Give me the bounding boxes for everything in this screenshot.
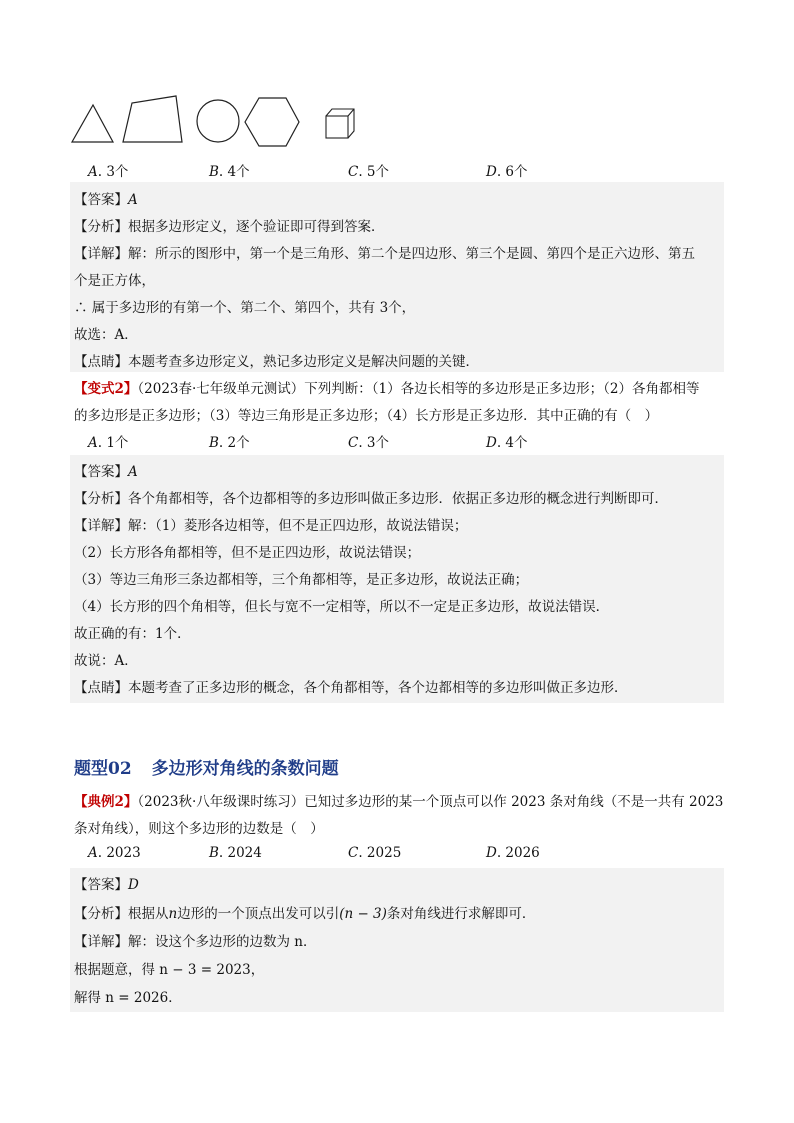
q1-detail-2: 个是正方体， bbox=[74, 273, 155, 289]
q1-answer: 【答案】A bbox=[74, 192, 138, 208]
q2-options bbox=[88, 431, 648, 453]
q2-option-a[interactable]: A. 1个 bbox=[88, 435, 129, 451]
q2-comment: 【点睛】本题考查了正多边形的概念，各个角都相等，各个边都相等的多边形叫做正多边形． bbox=[74, 680, 628, 696]
q2-analysis: 【分析】各个角都相等，各个边都相等的多边形叫做正多边形．依据正多边形的概念进行判断即可． bbox=[74, 491, 668, 507]
q2-stem-2: 的多边形是正多边形；（3）等边三角形是正多边形；（4）长方形是正多边形．其中正确的有（ ） bbox=[74, 408, 659, 424]
section-number: 题型02 bbox=[74, 759, 132, 779]
q2-detail-4: （4）长方形的四个角相等，但长与宽不一定相等，所以不一定是正多边形，故说法错误． bbox=[74, 599, 610, 615]
q3-option-c[interactable]: C. 2025 bbox=[348, 845, 402, 861]
q1-option-b[interactable]: B. 4个 bbox=[209, 164, 250, 180]
q1-detail-4: 故选：A． bbox=[74, 327, 138, 343]
quadrilateral-shape bbox=[123, 96, 182, 142]
q3-option-a[interactable]: A. 2023 bbox=[88, 845, 141, 861]
q1-options bbox=[88, 160, 648, 182]
q1-option-a[interactable]: A. 3个 bbox=[88, 164, 129, 180]
q2-stem-1: 【变式2】（2023春·七年级单元测试）下列判断：（1）各边长相等的多边形是正多边形；（2）各角都相等 bbox=[74, 381, 700, 397]
q2-option-c[interactable]: C. 3个 bbox=[348, 435, 390, 451]
q2-answer: 【答案】A bbox=[74, 464, 138, 480]
q3-analysis: 【分析】根据从n边形的一个顶点出发可以引(n − 3)条对角线进行求解即可． bbox=[74, 906, 536, 922]
q3-detail-3: 解得 n = 2026． bbox=[74, 990, 182, 1006]
triangle-shape bbox=[72, 105, 113, 142]
section-heading bbox=[74, 754, 339, 779]
section-title: 多边形对角线的条数问题 bbox=[151, 759, 339, 779]
q1-solution-box bbox=[70, 182, 724, 372]
q1-detail-1: 【详解】解：所示的图形中，第一个是三角形、第二个是四边形、第三个是圆、第四个是正六边形、第五 bbox=[74, 246, 695, 262]
q2-detail-5: 故正确的有：1个． bbox=[74, 626, 191, 642]
q1-detail-3: ∴ 属于多边形的有第一个、第二个、第四个，共有 3个， bbox=[74, 300, 416, 316]
q2-detail-6: 故说：A． bbox=[74, 653, 138, 669]
q1-option-c[interactable]: C. 5个 bbox=[348, 164, 390, 180]
shapes-figure bbox=[70, 92, 370, 152]
q2-detail-1: 【详解】解：（1）菱形各边相等，但不是正四边形，故说法错误； bbox=[74, 518, 468, 534]
q2-option-d[interactable]: D. 4个 bbox=[486, 435, 528, 451]
q3-detail-2: 根据题意，得 n − 3 = 2023， bbox=[74, 962, 265, 978]
q3-answer: 【答案】D bbox=[74, 877, 139, 893]
q2-detail-3: （3）等边三角形三条边都相等，三个角都相等，是正多边形，故说法正确； bbox=[74, 572, 529, 588]
q1-option-d[interactable]: D. 6个 bbox=[486, 164, 528, 180]
q3-stem-2: 条对角线），则这个多边形的边数是（ ） bbox=[74, 821, 324, 837]
q3-options bbox=[88, 845, 648, 867]
q1-comment: 【点睛】本题考查多边形定义，熟记多边形定义是解决问题的关键． bbox=[74, 354, 479, 370]
circle-shape bbox=[197, 100, 239, 142]
q3-option-d[interactable]: D. 2026 bbox=[486, 845, 540, 861]
q2-detail-2: （2）长方形各角都相等，但不是正四边形，故说法错误； bbox=[74, 545, 421, 561]
q1-analysis: 【分析】根据多边形定义，逐个验证即可得到答案． bbox=[74, 219, 385, 235]
cube-shape bbox=[326, 109, 354, 138]
q3-detail-1: 【详解】解：设这个多边形的边数为 n． bbox=[74, 934, 317, 950]
q2-option-b[interactable]: B. 2个 bbox=[209, 435, 250, 451]
q3-stem-1: 【典例2】（2023秋·八年级课时练习）已知过多边形的某一个顶点可以作 2023 条对角线（不是一共有 2023 bbox=[74, 794, 724, 810]
q3-option-b[interactable]: B. 2024 bbox=[209, 845, 262, 861]
hexagon-shape bbox=[245, 98, 299, 146]
